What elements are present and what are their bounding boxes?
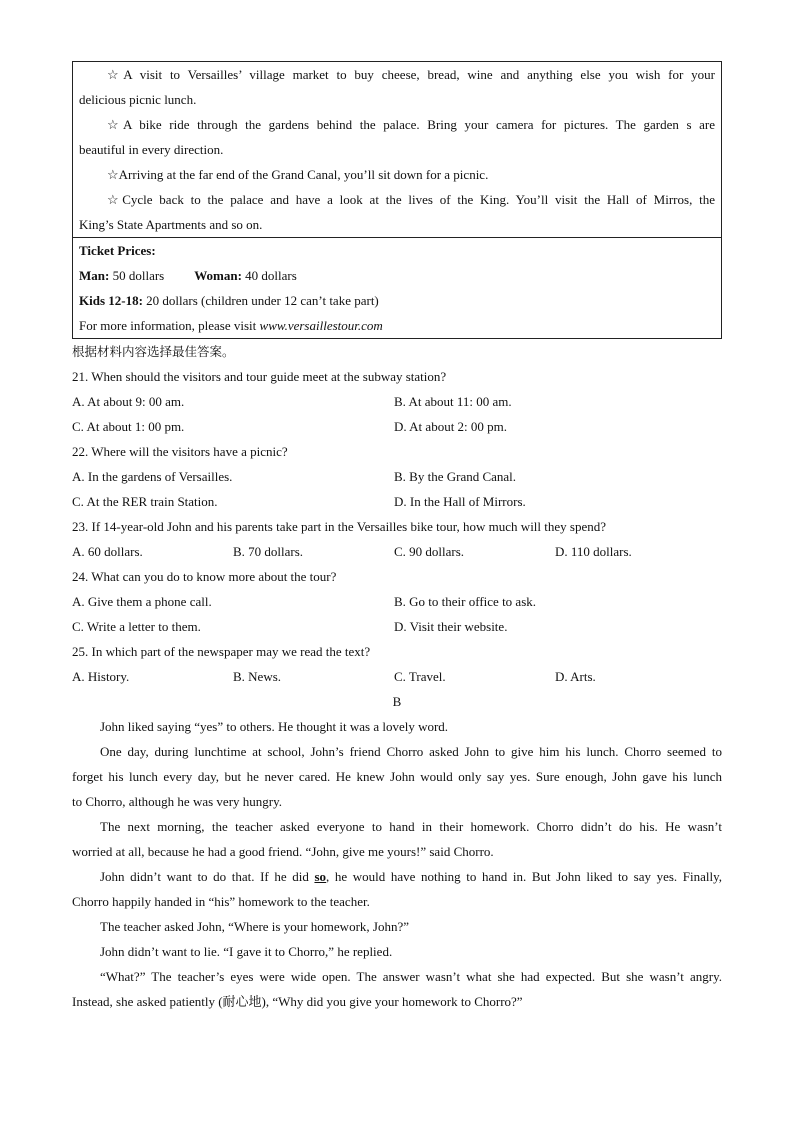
- question-stem: 23. If 14-year-old John and his parents take part in the Versailles bike tour, how much will they spend?: [72, 519, 607, 534]
- paragraph-6: John didn’t want to lie. “I gave it to Chorro,” he replied.: [100, 944, 393, 959]
- itinerary-section: [73, 62, 721, 237]
- option-c: C. At the RER train Station.: [72, 494, 218, 509]
- kids-price: [79, 288, 715, 313]
- reading-passage-b: [72, 714, 722, 1014]
- option-d: D. At about 2: 00 pm.: [394, 419, 508, 434]
- option-c: C. 90 dollars.: [394, 544, 465, 559]
- more-info-text: For more information, please visit: [79, 318, 260, 333]
- itinerary-item-1-line-2: delicious picnic lunch.: [79, 92, 197, 107]
- paragraph-3-line-2: worried at all, because he had a good friend. “John, give me yours!” said Chorro.: [72, 844, 494, 859]
- paragraph-7-line-1: “What?” The teacher’s eyes were wide open. The answer wasn’t what she had expected. But she wasn’t angry.: [100, 969, 722, 984]
- option-b: B. News.: [233, 669, 282, 684]
- ticket-prices-section: [73, 237, 721, 338]
- section-b-heading: B: [392, 694, 402, 709]
- option-b: B. By the Grand Canal.: [394, 469, 517, 484]
- option-a: A. 60 dollars.: [72, 544, 143, 559]
- option-a: A. At about 9: 00 am.: [72, 394, 185, 409]
- paragraph-4-line-1: John didn’t want to do that. If he did so, he would have nothing to hand in. But John liked to say yes. Finally,: [100, 869, 722, 884]
- question-25: [72, 639, 722, 689]
- woman-label: Woman:: [194, 268, 242, 283]
- option-d: D. Visit their website.: [394, 619, 508, 634]
- option-d: D. 110 dollars.: [555, 544, 632, 559]
- option-a: A. In the gardens of Versailles.: [72, 469, 233, 484]
- more-info: [79, 313, 715, 338]
- tour-info-box: [72, 61, 722, 339]
- itinerary-item-4-line-1: ☆Cycle back to the palace and have a look at the lives of the King. You’ll visit the Hall of Mirros, the: [107, 192, 715, 207]
- option-a: A. History.: [72, 669, 130, 684]
- kids-price-value: 20 dollars (children under 12 can’t take part): [142, 293, 379, 308]
- paragraph-2-line-2: forget his lunch every day, but he never cared. He knew John would only say yes. Sure enough, John gave his lunch: [72, 769, 722, 784]
- itinerary-item-3: ☆Arriving at the far end of the Grand Canal, you’ll sit down for a picnic.: [107, 167, 489, 182]
- question-22: [72, 439, 722, 514]
- paragraph-5: The teacher asked John, “Where is your homework, John?”: [100, 919, 409, 934]
- paragraph-3-line-1: The next morning, the teacher asked everyone to hand in their homework. Chorro didn’t do his. He wasn’t: [100, 819, 722, 834]
- paragraph-1: John liked saying “yes” to others. He thought it was a lovely word.: [100, 719, 449, 734]
- woman-price: 40 dollars: [241, 268, 297, 283]
- option-d: D. In the Hall of Mirrors.: [394, 494, 526, 509]
- option-c: C. At about 1: 00 pm.: [72, 419, 185, 434]
- question-stem: 24. What can you do to know more about the tour?: [72, 569, 337, 584]
- itinerary-item-2-line-2: beautiful in every direction.: [79, 142, 224, 157]
- question-stem: 22. Where will the visitors have a picnic?: [72, 444, 288, 459]
- website-link[interactable]: www.versaillestour.com: [259, 318, 383, 333]
- question-21: [72, 364, 722, 439]
- exam-page: [72, 61, 722, 1014]
- kids-label: Kids 12-18:: [79, 293, 143, 308]
- paragraph-4-line-2: Chorro happily handed in “his” homework to the teacher.: [72, 894, 370, 909]
- itinerary-item-2-line-1: ☆A bike ride through the gardens behind the palace. Bring your camera for pictures. The garden s are: [107, 117, 715, 132]
- option-d: D. Arts.: [555, 669, 596, 684]
- option-b: B. Go to their office to ask.: [394, 594, 537, 609]
- question-23: [72, 514, 722, 564]
- option-b: B. 70 dollars.: [233, 544, 304, 559]
- man-label: Man:: [79, 268, 110, 283]
- option-c: C. Write a letter to them.: [72, 619, 201, 634]
- paragraph-2-line-3: to Chorro, although he was very hungry.: [72, 794, 283, 809]
- option-c: C. Travel.: [394, 669, 446, 684]
- itinerary-item-1-line-1: ☆A visit to Versailles’ village market to buy cheese, bread, wine and anything else you wish for your: [107, 67, 715, 82]
- instruction: 根据材料内容选择最佳答案。: [72, 344, 235, 359]
- paragraph-7-line-2: Instead, she asked patiently (耐心地), “Why did you give your homework to Chorro?”: [72, 994, 523, 1009]
- question-stem: 21. When should the visitors and tour guide meet at the subway station?: [72, 369, 447, 384]
- man-price: 50 dollars: [109, 268, 165, 283]
- paragraph-2-line-1: One day, during lunchtime at school, John’s friend Chorro asked John to give him his lunch. Chorro seemed to: [100, 744, 722, 759]
- adult-prices: [79, 263, 715, 288]
- underlined-word-so: so: [314, 869, 326, 884]
- question-24: [72, 564, 722, 639]
- option-b: B. At about 11: 00 am.: [394, 394, 512, 409]
- ticket-prices-heading: Ticket Prices:: [79, 243, 156, 258]
- itinerary-item-4-line-2: King’s State Apartments and so on.: [79, 217, 263, 232]
- question-stem: 25. In which part of the newspaper may we read the text?: [72, 644, 371, 659]
- option-a: A. Give them a phone call.: [72, 594, 212, 609]
